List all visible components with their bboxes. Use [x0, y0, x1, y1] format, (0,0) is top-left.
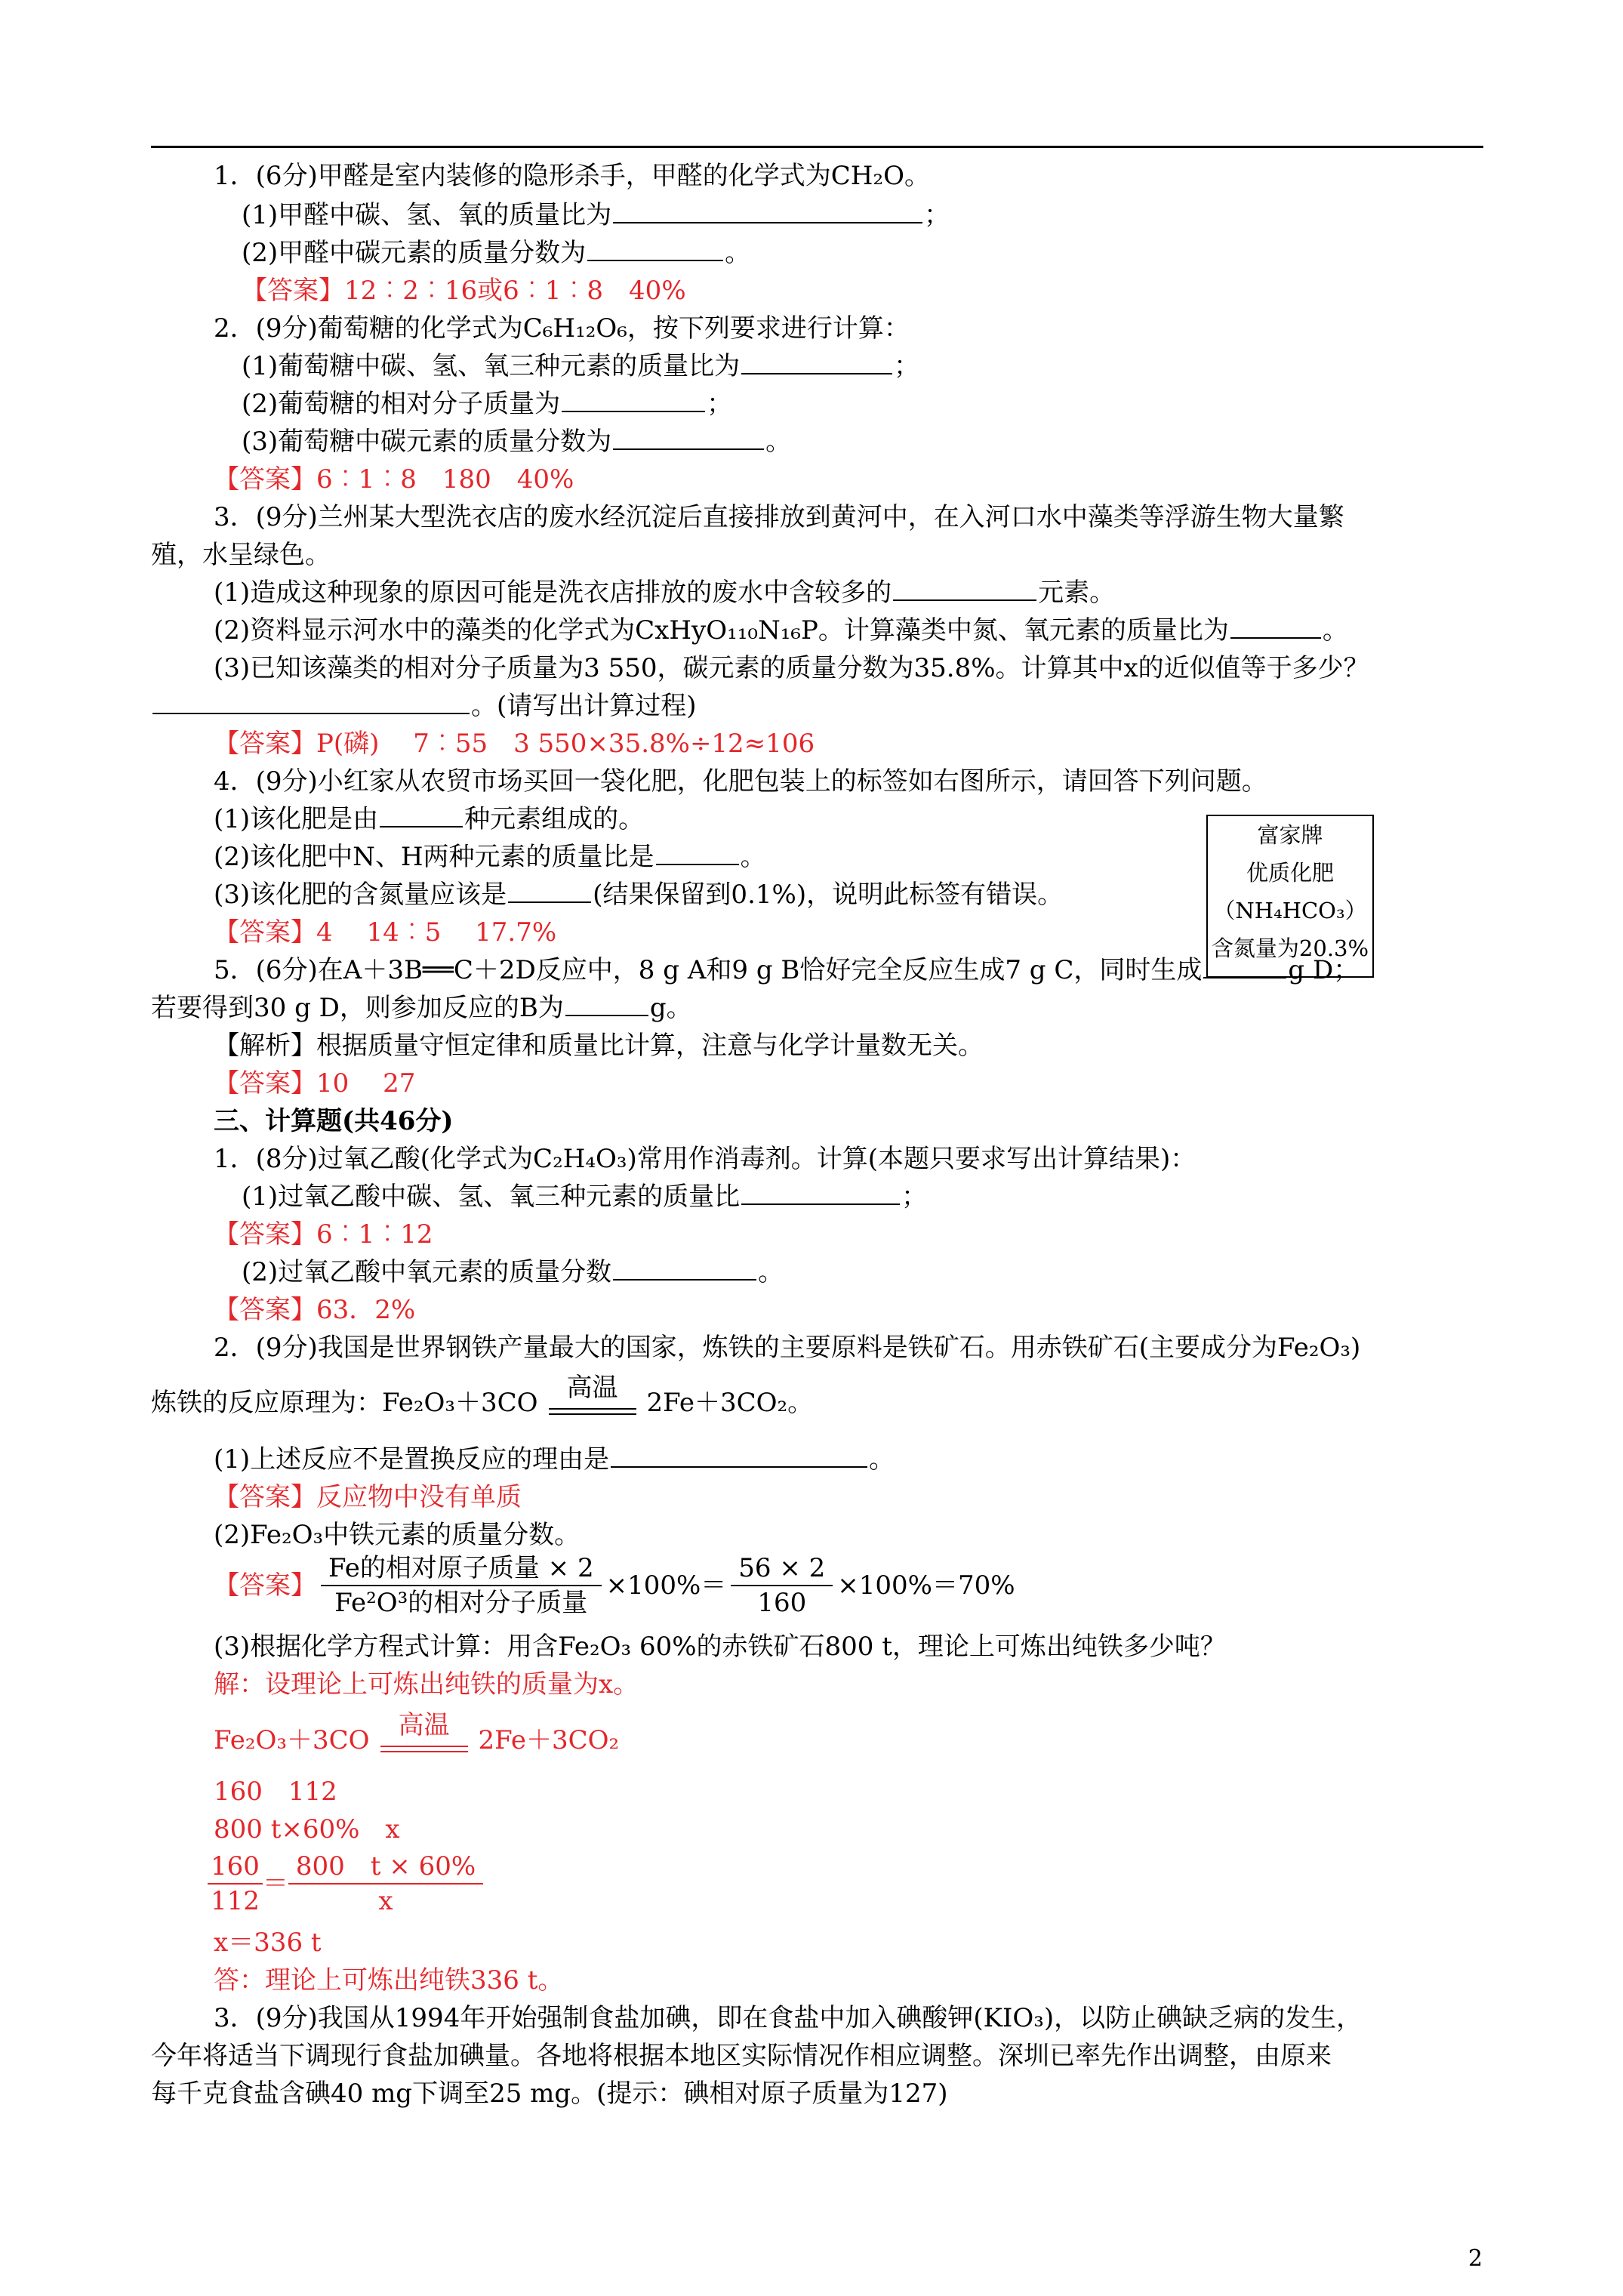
- header-rule: [151, 146, 1483, 148]
- q1-stem: 1．(6分)甲醛是室内装修的隐形杀手，甲醛的化学式为CH₂O。: [214, 161, 930, 191]
- solution-proportion: $\frac{160}{112}$ ＝ $\frac{800 t \times 60\%}{x}$: [208, 1850, 483, 1918]
- answer-blank[interactable]: [565, 991, 648, 1016]
- answer-blank[interactable]: [741, 1179, 900, 1205]
- q3-part2: (2)资料显示河水中的藻类的化学式为CxHyO₁₁₀N₁₆P。计算藻类中氮、氧元素的质量比为 。: [214, 613, 1348, 648]
- answer-blank[interactable]: [611, 1442, 867, 1468]
- answer-blank[interactable]: [587, 236, 723, 261]
- q5-answer: 【答案】10 27: [214, 1068, 416, 1099]
- c2-stem-line1: 2．(9分)我国是世界钢铁产量最大的国家，炼铁的主要原料是铁矿石。用赤铁矿石(主要成分为Fe₂O₃): [214, 1333, 1361, 1363]
- label-nitrogen: 含氮量为20.3%: [1211, 935, 1369, 961]
- c1-stem: 1．(8分)过氧乙酸(化学式为C₂H₄O₃)常用作消毒剂。计算(本题只要求写出计算结果)：: [214, 1144, 1196, 1174]
- q2-part2: (2)葡萄糖的相对分子质量为 ；: [242, 387, 732, 421]
- c1-part1: (1)过氧乙酸中碳、氢、氧三种元素的质量比 ；: [242, 1179, 927, 1214]
- q4-part3: (3)该化肥的含氮量应该是 (结果保留到0.1%)，说明此标签有错误。: [214, 877, 1063, 912]
- solution-quantities: 800 t×60% x: [214, 1814, 400, 1845]
- q2-part3: (3)葡萄糖中碳元素的质量分数为 。: [242, 424, 791, 459]
- q2-stem: 2．(9分)葡萄糖的化学式为C₆H₁₂O₆，按下列要求进行计算：: [214, 313, 910, 344]
- q4-part2: (2)该化肥中N、H两种元素的质量比是 。: [214, 840, 766, 874]
- answer-blank[interactable]: [613, 424, 764, 450]
- q3-stem-line2: 殖，水呈绿色。: [151, 540, 331, 570]
- q4-stem: 4．(9分)小红家从农贸市场买回一袋化肥，化肥包装上的标签如右图所示，请回答下列问题。: [214, 766, 1267, 797]
- label-formula: （NH₄HCO₃）: [1213, 898, 1367, 923]
- c1-part2: (2)过氧乙酸中氧元素的质量分数 。: [242, 1255, 784, 1290]
- solution-result: x＝336 t: [214, 1928, 322, 1958]
- label-product: 优质化肥: [1246, 860, 1334, 886]
- answer-blank[interactable]: [1230, 613, 1321, 639]
- solution-intro: 解：设理论上可炼出纯铁的质量为x。: [214, 1669, 639, 1700]
- q3-stem-line1: 3．(9分)兰州某大型洗衣店的废水经沉淀后直接排放到黄河中，在入河口水中藻类等浮游生物大量繁: [214, 502, 1344, 532]
- answer-blank[interactable]: [562, 387, 705, 412]
- fraction: $\frac{800 t \times 60\%}{x}$: [288, 1850, 483, 1918]
- q3-part1: (1)造成这种现象的原因可能是洗衣店排放的废水中含较多的 元素。: [214, 575, 1115, 610]
- q1-part1: (1)甲醛中碳、氢、氧的质量比为 ；: [242, 198, 950, 233]
- c2-part1: (1)上述反应不是置换反应的理由是 。: [214, 1442, 895, 1477]
- c3-line3: 每千克食盐含碘40 mg下调至25 mg。(提示：碘相对原子质量为127): [151, 2079, 948, 2109]
- q3-answer: 【答案】P(磷) 7︰55 3 550×35.8%÷12≈106: [214, 729, 815, 759]
- c1-answer2: 【答案】63．2%: [214, 1295, 416, 1325]
- fraction: $\frac{160}{112}$: [208, 1850, 263, 1918]
- answer-blank[interactable]: [741, 349, 892, 374]
- c2-answer2: 【答案】 $\frac{\text{Fe的相对原子质量 × 2}}{\text{Fe²O³的相对分子质量}}$ ×100%＝ $\frac{56 \times 2}{160}$ ×100%＝70%: [214, 1553, 1015, 1618]
- q5-line2: 若要得到30 g D，则参加反应的B为 g。: [151, 991, 692, 1025]
- q3-part3-line2: 。(请写出计算过程): [151, 689, 697, 723]
- solution-masses: 160 112: [214, 1777, 337, 1807]
- answer-blank[interactable]: [152, 689, 470, 714]
- c2-answer1: 【答案】反应物中没有单质: [214, 1482, 522, 1512]
- q1-answer: 【答案】12︰2︰16或6︰1︰8 40%: [242, 276, 686, 306]
- reaction-arrow: 高温: [549, 1387, 636, 1422]
- answer-blank[interactable]: [508, 877, 591, 903]
- answer-blank[interactable]: [613, 198, 922, 223]
- label-brand: 富家牌: [1257, 822, 1323, 848]
- answer-blank[interactable]: [1203, 953, 1286, 978]
- fraction: $\frac{56 \times 2}{160}$: [731, 1552, 833, 1620]
- c3-line2: 今年将适当下调现行食盐加碘量。各地将根据本地区实际情况作相应调整。深圳已率先作出调整，由原来: [151, 2041, 1332, 2071]
- answer-blank[interactable]: [380, 802, 463, 827]
- c2-part3: (3)根据化学方程式计算：用含Fe₂O₃ 60%的赤铁矿石800 t，理论上可炼出纯铁多少吨？: [214, 1632, 1226, 1662]
- q2-answer: 【答案】6︰1︰8 180 40%: [214, 464, 574, 495]
- q1-part2: (2)甲醛中碳元素的质量分数为 。: [242, 236, 750, 270]
- solution-equation: Fe₂O₃＋3CO 高温 2Fe＋3CO₂: [214, 1723, 619, 1759]
- answer-blank[interactable]: [893, 575, 1036, 601]
- q5-analysis: 【解析】根据质量守恒定律和质量比计算，注意与化学计量数无关。: [214, 1031, 984, 1061]
- c1-answer1: 【答案】6︰1︰12: [214, 1219, 433, 1250]
- q4-answer: 【答案】4 14︰5 17.7%: [214, 917, 557, 948]
- reaction-arrow: 高温: [380, 1724, 468, 1759]
- solution-answer: 答：理论上可炼出纯铁336 t。: [214, 1965, 564, 1996]
- fraction: $\frac{\text{Fe的相对原子质量 × 2}}{\text{Fe²O³的相对分子质量}}$: [321, 1552, 602, 1620]
- c3-line1: 3．(9分)我国从1994年开始强制食盐加碘，即在食盐中加入碘酸钾(KIO₃)，以防止碘缺乏病的发生，: [214, 2003, 1363, 2033]
- answer-blank[interactable]: [656, 840, 739, 865]
- q4-part1: (1)该化肥是由 种元素组成的。: [214, 802, 644, 837]
- section-heading: 三、计算题(共46分): [214, 1106, 454, 1136]
- page-number: 2: [1468, 2245, 1483, 2272]
- q2-part1: (1)葡萄糖中碳、氢、氧三种元素的质量比为 ；: [242, 349, 919, 384]
- answer-blank[interactable]: [613, 1255, 756, 1281]
- q3-part3: (3)已知该藻类的相对分子质量为3 550，碳元素的质量分数为35.8%。计算其中x的近似值等于多少？: [214, 653, 1369, 683]
- c2-stem-line2: 炼铁的反应原理为：Fe₂O₃＋3CO 高温 2Fe＋3CO₂。: [151, 1385, 813, 1422]
- c2-part2: (2)Fe₂O₃中铁元素的质量分数。: [214, 1520, 581, 1550]
- q5-stem: 5．(6分)在A＋3B══C＋2D反应中，8 g A和9 g B恰好完全反应生成7 g C，同时生成 g D；: [214, 953, 1359, 988]
